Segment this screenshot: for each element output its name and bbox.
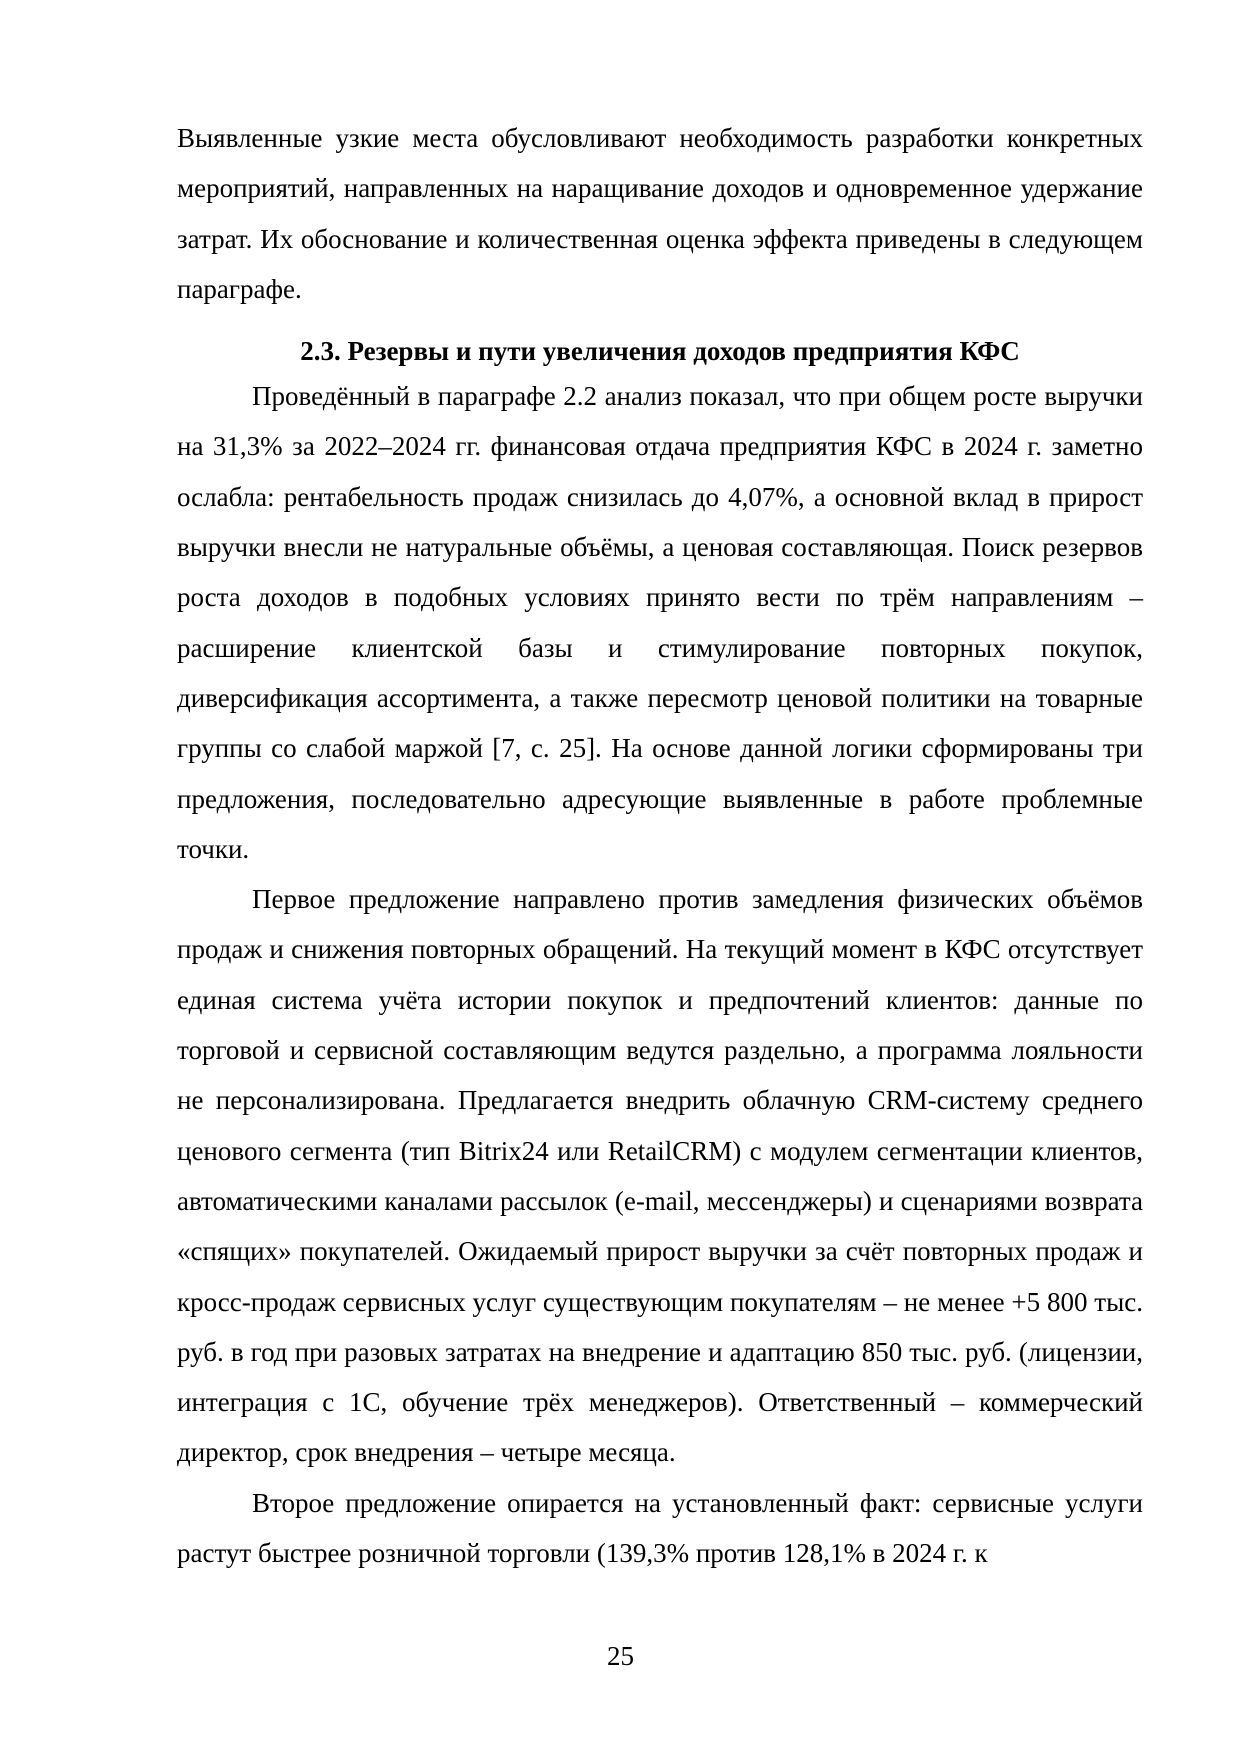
paragraph-first-proposal: Первое предложение направлено против замедления физических объёмов продаж и снижения повторных обращений. На текущий момент в КФС отсутствует единая система учёта истории покупок и предпочтений клиентов: данные по торговой и сервисной составляющим ведутся раздельно, а программа лояльности не персонализирована. Предлагается внедрить облачную CRM-систему среднего ценового сегмента (тип Bitrix24 или RetailCRM) с модулем сегментации клиентов, автоматическими каналами рассылок (e-mail, мессенджеры) и сценариями возврата «спящих» покупателей. Ожидаемый прирост выручки за счёт повторных продаж и кросс-продаж сервисных услуг существующим покупателям – не менее +5 800 тыс. руб. в год при разовых затратах на внедрение и адаптацию 850 тыс. руб. (лицензии, интеграция с 1С, обучение трёх менеджеров). Ответственный – коммерческий директор, срок внедрения – четыре месяца. — [177, 884, 1143, 1468]
page-number: 25 — [607, 1641, 634, 1671]
document-page — [177, 113, 1143, 1578]
section-heading: 2.3. Резервы и пути увеличения доходов предприятия КФС — [300, 336, 1020, 367]
paragraph-second-proposal: Второе предложение опирается на установленный факт: сервисные услуги растут быстрее розничной торговли (139,3% против 128,1% в 2024 г. к — [177, 1487, 1143, 1569]
paragraph-analysis: Проведённый в параграфе 2.2 анализ показал, что при общем росте выручки на 31,3% за 2022–2024 гг. финансовая отдача предприятия КФС в 2024 г. заметно ослабла: рентабельность продаж снизилась до 4,07%, а основной вклад в прирост выручки внесли не натуральные объёмы, а ценовая составляющая. Поиск резервов роста доходов в подобных условиях принято вести по трём направлениям – расширение клиентской базы и стимулирование повторных покупок, диверсификация ассортимента, а также пересмотр ценовой политики на товарные группы со слабой маржой [7, с. 25]. На основе данной логики сформированы три предложения, последовательно адресующие выявленные в работе проблемные точки. — [177, 381, 1143, 864]
intro-paragraph: Выявленные узкие места обусловливают необходимость разработки конкретных мероприятий, направленных на наращивание доходов и одновременное удержание затрат. Их обоснование и количественная оценка эффекта приведены в следующем параграфе. — [177, 123, 1143, 304]
